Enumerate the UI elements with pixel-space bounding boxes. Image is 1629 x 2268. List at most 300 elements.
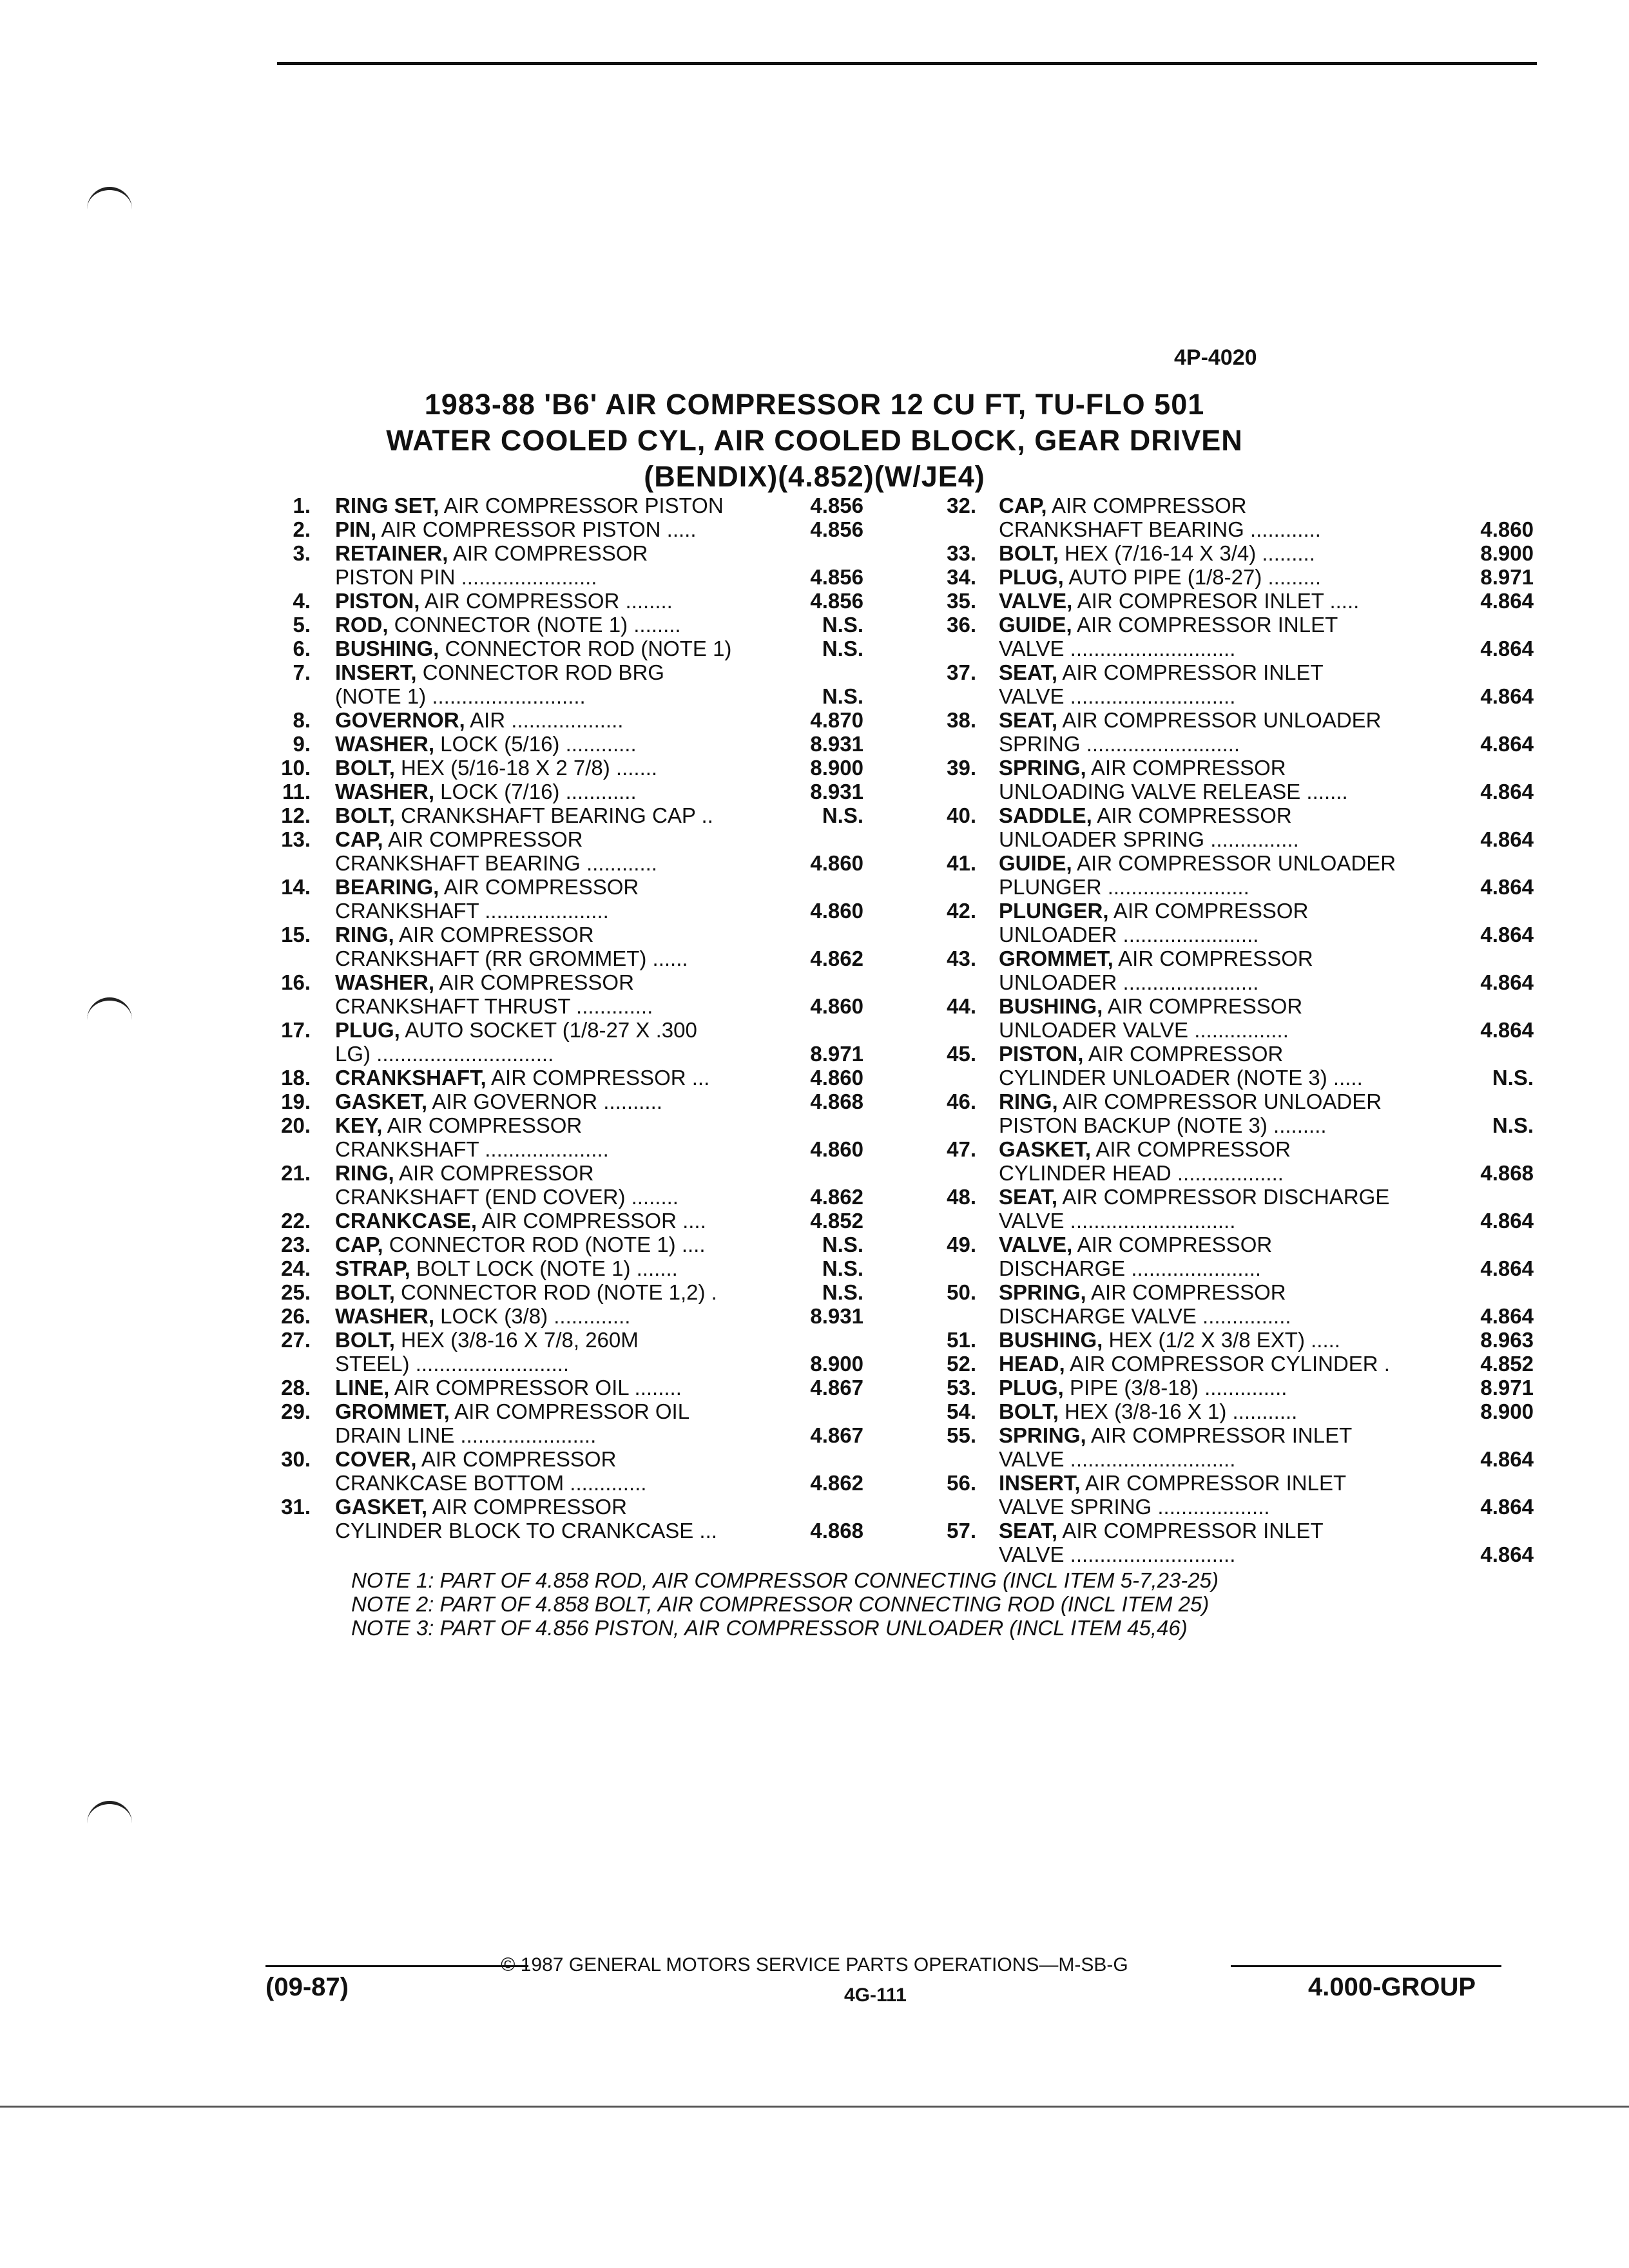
item-number: 51. — [947, 1328, 976, 1352]
item-group-code: 4.860 — [810, 1137, 863, 1161]
item-part-name: PISTON, — [999, 1042, 1084, 1066]
parts-list-row — [258, 1519, 876, 1542]
parts-list-left-column — [258, 494, 876, 1542]
parts-list-row — [918, 970, 1534, 994]
item-description — [335, 1209, 831, 1233]
item-description — [335, 1352, 831, 1376]
item-number: 20. — [281, 1113, 311, 1137]
item-detail: VALVE SPRING ................... — [999, 1495, 1270, 1519]
item-number: 37. — [947, 660, 976, 684]
note-3: NOTE 3: PART OF 4.856 PISTON, AIR COMPRESSOR UNLOADER (INCL ITEM 45,46) — [351, 1616, 1188, 1640]
item-group-code: 4.862 — [810, 947, 863, 970]
parts-list-row — [258, 1090, 876, 1113]
item-description — [999, 1304, 1453, 1328]
item-description — [999, 923, 1453, 947]
item-group-code: 4.864 — [1480, 1447, 1534, 1471]
item-part-name: ROD, — [335, 613, 389, 637]
item-group-code: 4.852 — [1480, 1352, 1534, 1376]
item-group-code: 4.868 — [810, 1519, 863, 1542]
item-part-name: BOLT, — [335, 1328, 395, 1352]
item-number: 19. — [281, 1090, 311, 1113]
item-part-name: RETAINER, — [335, 541, 448, 565]
item-description — [999, 1090, 1453, 1113]
parts-list-row — [258, 1399, 876, 1423]
item-detail: CONNECTOR ROD (NOTE 1,2) . — [394, 1280, 717, 1304]
item-number: 18. — [281, 1066, 311, 1090]
item-description — [999, 1209, 1453, 1233]
parts-list-right-column — [918, 494, 1534, 1566]
item-number: 9. — [293, 732, 311, 756]
item-group-code: 8.900 — [1480, 541, 1534, 565]
item-number: 46. — [947, 1090, 976, 1113]
parts-list-row — [918, 1018, 1534, 1042]
parts-list-row — [918, 1042, 1534, 1066]
top-rule — [277, 62, 1537, 65]
item-description — [335, 947, 831, 970]
item-description — [335, 851, 831, 875]
item-group-code: 4.864 — [1480, 1495, 1534, 1519]
parts-list-row — [258, 1042, 876, 1066]
parts-list-row — [918, 1233, 1534, 1256]
item-description — [335, 1161, 831, 1185]
parts-list-row — [258, 732, 876, 756]
item-part-name: GASKET, — [335, 1495, 428, 1519]
item-part-name: PIN, — [335, 517, 377, 541]
item-description — [335, 1447, 831, 1471]
item-number: 16. — [281, 970, 311, 994]
item-group-code: N.S. — [822, 684, 863, 708]
item-description — [335, 1066, 831, 1090]
item-group-code: 4.864 — [1480, 1209, 1534, 1233]
item-number: 8. — [293, 708, 311, 732]
item-part-name: CAP, — [335, 827, 383, 851]
item-description — [999, 732, 1453, 756]
item-description — [999, 970, 1453, 994]
item-description — [335, 1399, 831, 1423]
item-detail: DISCHARGE ...................... — [999, 1256, 1262, 1280]
item-number: 41. — [947, 851, 976, 875]
item-description — [335, 1018, 831, 1042]
item-part-name: PLUG, — [999, 565, 1064, 589]
parts-list-row — [258, 494, 876, 517]
parts-list-row — [258, 1185, 876, 1209]
item-part-name: RING SET, — [335, 494, 439, 517]
item-detail: AIR COMPRESSOR INLET — [1057, 660, 1324, 684]
item-detail: AIR COMPRESSOR .... — [477, 1209, 706, 1233]
item-detail: AIR COMPRESSOR ........ — [419, 589, 673, 613]
item-detail: DISCHARGE VALVE ............... — [999, 1304, 1291, 1328]
parts-list-row — [258, 708, 876, 732]
item-group-code: N.S. — [822, 1233, 863, 1256]
parts-list-row — [258, 1471, 876, 1495]
item-description — [999, 1161, 1453, 1185]
item-group-code: 8.931 — [810, 1304, 863, 1328]
footer-date: (09-87) — [265, 1973, 349, 2001]
item-number: 56. — [947, 1471, 976, 1495]
item-detail: AIR COMPRESSOR — [416, 1447, 617, 1471]
parts-list-row — [258, 684, 876, 708]
item-part-name: GROMMET, — [999, 947, 1113, 970]
item-group-code: 4.870 — [810, 708, 863, 732]
item-number: 48. — [947, 1185, 976, 1209]
title-line-3: (BENDIX)(4.852)(W/JE4) — [644, 460, 985, 493]
parts-list-row — [258, 1161, 876, 1185]
item-number: 6. — [293, 637, 311, 660]
item-part-name: SEAT, — [999, 660, 1058, 684]
item-group-code: 4.864 — [1480, 1542, 1534, 1566]
item-detail: AIR COMPRESSOR UNLOADER — [1072, 851, 1396, 875]
parts-list-row — [918, 1471, 1534, 1495]
item-detail: AIR COMPRESSOR — [1086, 756, 1286, 780]
item-group-code: 4.860 — [810, 994, 863, 1018]
parts-list-row — [918, 637, 1534, 660]
item-group-code: 4.864 — [1480, 589, 1534, 613]
item-part-name: BUSHING, — [999, 994, 1103, 1018]
item-group-code: 4.860 — [1480, 517, 1534, 541]
parts-list-row — [258, 1137, 876, 1161]
bottom-rule — [0, 2106, 1629, 2108]
item-number: 50. — [947, 1280, 976, 1304]
item-number: 43. — [947, 947, 976, 970]
item-part-name: CAP, — [999, 494, 1047, 517]
item-detail: AIR COMPRESOR INLET ..... — [1072, 589, 1360, 613]
item-number: 34. — [947, 565, 976, 589]
item-group-code: 4.864 — [1480, 1256, 1534, 1280]
item-detail: AIR COMPRESSOR CYLINDER . — [1065, 1352, 1390, 1376]
item-part-name: LINE, — [335, 1376, 390, 1399]
item-description — [999, 708, 1453, 732]
item-group-code: 4.856 — [810, 565, 863, 589]
item-number: 25. — [281, 1280, 311, 1304]
item-description — [335, 1304, 831, 1328]
item-number: 36. — [947, 613, 976, 637]
item-number: 40. — [947, 803, 976, 827]
item-detail: VALVE ............................ — [999, 1447, 1236, 1471]
item-group-code: 8.971 — [810, 1042, 863, 1066]
item-group-code: 8.900 — [810, 1352, 863, 1376]
item-part-name: GUIDE, — [999, 851, 1072, 875]
item-part-name: GOVERNOR, — [335, 708, 465, 732]
footer-group: 4.000-GROUP — [1308, 1973, 1476, 2001]
parts-list-row — [918, 1376, 1534, 1399]
note-2: NOTE 2: PART OF 4.858 BOLT, AIR COMPRESSOR CONNECTING ROD (INCL ITEM 25) — [351, 1592, 1210, 1616]
item-group-code: N.S. — [822, 803, 863, 827]
item-group-code: N.S. — [822, 637, 863, 660]
item-description — [999, 1542, 1453, 1566]
item-part-name: SPRING, — [999, 756, 1086, 780]
item-description — [335, 1042, 831, 1066]
item-detail: AIR COMPRESSOR — [394, 923, 594, 947]
item-description — [335, 1376, 831, 1399]
item-description — [999, 1495, 1453, 1519]
item-description — [335, 637, 831, 660]
item-description — [335, 1256, 831, 1280]
item-part-name: WASHER, — [335, 970, 435, 994]
parts-list-row — [918, 1137, 1534, 1161]
parts-list-row — [918, 589, 1534, 613]
item-group-code: N.S. — [822, 613, 863, 637]
item-description — [999, 637, 1453, 660]
item-number: 7. — [293, 660, 311, 684]
parts-list-row — [918, 803, 1534, 827]
item-part-name: INSERT, — [335, 660, 417, 684]
parts-list-row — [918, 1495, 1534, 1519]
item-part-name: VALVE, — [999, 1233, 1073, 1256]
parts-list-row — [258, 970, 876, 994]
item-detail: CYLINDER HEAD .................. — [999, 1161, 1284, 1185]
footer-page-number: 4G-111 — [844, 1984, 907, 2006]
item-description — [335, 970, 831, 994]
item-group-code: 4.860 — [810, 1066, 863, 1090]
item-description — [999, 565, 1453, 589]
item-description — [335, 899, 831, 923]
parts-list-row — [258, 1256, 876, 1280]
parts-list-row — [918, 660, 1534, 684]
item-description — [335, 1090, 831, 1113]
item-number: 31. — [281, 1495, 311, 1519]
item-part-name: SPRING, — [999, 1280, 1086, 1304]
parts-list-row — [918, 851, 1534, 875]
item-part-name: SEAT, — [999, 708, 1058, 732]
item-description — [335, 803, 831, 827]
item-description — [335, 923, 831, 947]
item-description — [335, 732, 831, 756]
item-detail: UNLOADER SPRING ............... — [999, 827, 1299, 851]
item-number: 57. — [947, 1519, 976, 1542]
item-description — [999, 541, 1453, 565]
item-description — [335, 1280, 831, 1304]
item-part-name: BUSHING, — [999, 1328, 1103, 1352]
footer-copyright: © 1987 GENERAL MOTORS SERVICE PARTS OPERATIONS—M-SB-G — [501, 1954, 1128, 1975]
parts-list-row — [918, 947, 1534, 970]
item-detail: AIR COMPRESSOR INLET — [1080, 1471, 1347, 1495]
item-detail: CRANKSHAFT BEARING CAP .. — [394, 803, 713, 827]
item-detail: AUTO PIPE (1/8-27) ......... — [1063, 565, 1322, 589]
item-detail: AIR COMPRESSOR PISTON ..... — [376, 517, 697, 541]
item-number: 5. — [293, 613, 311, 637]
item-part-name: SPRING, — [999, 1423, 1086, 1447]
item-description — [335, 1137, 831, 1161]
item-detail: CRANKSHAFT THRUST ............. — [335, 994, 653, 1018]
parts-list-row — [258, 613, 876, 637]
title-line-2: WATER COOLED CYL, AIR COOLED BLOCK, GEAR DRIVEN — [386, 424, 1243, 457]
parts-list-row — [258, 1447, 876, 1471]
item-detail: AIR COMPRESSOR — [1072, 1233, 1273, 1256]
item-part-name: BOLT, — [335, 1280, 395, 1304]
parts-list-row — [258, 1209, 876, 1233]
binder-hole-mark-middle — [87, 997, 132, 1026]
item-description — [999, 1018, 1453, 1042]
item-description — [999, 1113, 1453, 1137]
parts-list-row — [918, 994, 1534, 1018]
item-detail: UNLOADER ....................... — [999, 923, 1259, 947]
parts-list-row — [258, 827, 876, 851]
item-number: 10. — [281, 756, 311, 780]
item-number: 3. — [293, 541, 311, 565]
item-description — [335, 517, 831, 541]
item-detail: CONNECTOR (NOTE 1) ........ — [388, 613, 681, 637]
item-group-code: 4.864 — [1480, 732, 1534, 756]
item-detail: AIR COMPRESSOR OIL ........ — [389, 1376, 682, 1399]
parts-list-row — [918, 899, 1534, 923]
item-group-code: 4.860 — [810, 851, 863, 875]
parts-list-row — [258, 1304, 876, 1328]
item-description — [999, 1185, 1453, 1209]
item-description — [999, 1399, 1453, 1423]
item-part-name: PLUG, — [999, 1376, 1064, 1399]
item-part-name: GASKET, — [999, 1137, 1092, 1161]
item-group-code: 8.971 — [1480, 565, 1534, 589]
parts-list-row — [918, 1328, 1534, 1352]
item-detail: LG) .............................. — [335, 1042, 554, 1066]
item-description — [335, 994, 831, 1018]
item-description — [335, 541, 831, 565]
item-description — [999, 1352, 1453, 1376]
parts-list-row — [258, 923, 876, 947]
parts-list-row — [918, 541, 1534, 565]
item-detail: CRANKSHAFT (END COVER) ........ — [335, 1185, 679, 1209]
item-number: 11. — [282, 780, 311, 803]
item-description — [999, 589, 1453, 613]
item-detail: CYLINDER BLOCK TO CRANKCASE ... — [335, 1519, 717, 1542]
parts-list-row — [258, 1280, 876, 1304]
item-detail: AIR COMPRESSOR OIL — [449, 1399, 690, 1423]
parts-list-row — [918, 1256, 1534, 1280]
item-detail: HEX (1/2 X 3/8 EXT) ..... — [1103, 1328, 1340, 1352]
parts-list-row — [918, 1399, 1534, 1423]
item-description — [999, 756, 1453, 780]
item-group-code: 8.900 — [810, 756, 863, 780]
item-detail: CYLINDER UNLOADER (NOTE 3) ..... — [999, 1066, 1363, 1090]
item-number: 1. — [293, 494, 311, 517]
item-part-name: GROMMET, — [335, 1399, 450, 1423]
item-group-code: 4.864 — [1480, 875, 1534, 899]
item-detail: AIR COMPRESSOR INLET — [1057, 1519, 1324, 1542]
item-description — [335, 1328, 831, 1352]
item-detail: HEX (7/16-14 X 3/4) ......... — [1058, 541, 1315, 565]
item-group-code: 4.864 — [1480, 780, 1534, 803]
item-detail: PLUNGER ........................ — [999, 875, 1249, 899]
parts-list-row — [918, 756, 1534, 780]
item-group-code: N.S. — [1492, 1066, 1534, 1090]
item-description — [999, 1066, 1453, 1090]
item-group-code: 4.868 — [1480, 1161, 1534, 1185]
item-description — [999, 1042, 1453, 1066]
item-number: 39. — [947, 756, 976, 780]
item-group-code: 4.860 — [810, 899, 863, 923]
item-part-name: KEY, — [335, 1113, 383, 1137]
item-number: 45. — [947, 1042, 976, 1066]
item-description — [999, 517, 1453, 541]
parts-list-row — [258, 756, 876, 780]
parts-list-row — [258, 803, 876, 827]
item-group-code: 4.852 — [810, 1209, 863, 1233]
item-detail: AIR ................... — [465, 708, 624, 732]
binder-hole-mark-bottom — [87, 1801, 132, 1830]
item-detail: CRANKSHAFT BEARING ............ — [999, 517, 1321, 541]
item-description — [999, 803, 1453, 827]
item-part-name: BEARING, — [335, 875, 439, 899]
item-detail: AIR COMPRESSOR — [1091, 1137, 1291, 1161]
parts-list-row — [258, 1495, 876, 1519]
item-group-code: 4.864 — [1480, 684, 1534, 708]
parts-list-row — [918, 613, 1534, 637]
parts-list-row — [918, 780, 1534, 803]
item-detail: UNLOADING VALVE RELEASE ....... — [999, 780, 1348, 803]
item-group-code: N.S. — [822, 1256, 863, 1280]
item-part-name: RING, — [999, 1090, 1058, 1113]
item-part-name: SEAT, — [999, 1185, 1058, 1209]
item-number: 17. — [281, 1018, 311, 1042]
item-description — [335, 1233, 831, 1256]
item-detail: PISTON PIN ....................... — [335, 565, 597, 589]
item-description — [999, 994, 1453, 1018]
item-number: 14. — [281, 875, 311, 899]
item-description — [999, 947, 1453, 970]
item-detail: HEX (3/8-16 X 1) ........... — [1058, 1399, 1298, 1423]
parts-list-row — [258, 565, 876, 589]
parts-list-row — [918, 1519, 1534, 1542]
item-description — [335, 1471, 831, 1495]
parts-list-row — [918, 827, 1534, 851]
item-detail: UNLOADER ....................... — [999, 970, 1259, 994]
item-description — [335, 1495, 831, 1519]
item-detail: BOLT LOCK (NOTE 1) ....... — [410, 1256, 678, 1280]
item-detail: STEEL) .......................... — [335, 1352, 570, 1376]
item-description — [999, 1137, 1453, 1161]
item-description — [335, 875, 831, 899]
item-group-code: 4.864 — [1480, 637, 1534, 660]
item-detail: (NOTE 1) .......................... — [335, 684, 586, 708]
item-number: 49. — [947, 1233, 976, 1256]
item-detail: SPRING .......................... — [999, 732, 1240, 756]
item-detail: AIR COMPRESSOR — [1108, 899, 1309, 923]
item-group-code: 8.931 — [810, 780, 863, 803]
item-group-code: 4.856 — [810, 517, 863, 541]
item-description — [999, 1280, 1453, 1304]
item-description — [999, 851, 1453, 875]
parts-list-row — [918, 1185, 1534, 1209]
item-description — [335, 1423, 831, 1447]
item-number: 26. — [281, 1304, 311, 1328]
item-group-code: 4.864 — [1480, 970, 1534, 994]
parts-list-row — [258, 1066, 876, 1090]
item-detail: VALVE ............................ — [999, 684, 1236, 708]
item-detail: PISTON BACKUP (NOTE 3) ......... — [999, 1113, 1327, 1137]
item-number: 2. — [293, 517, 311, 541]
item-detail: AIR GOVERNOR .......... — [427, 1090, 662, 1113]
parts-list-row — [258, 1352, 876, 1376]
parts-list-row — [918, 732, 1534, 756]
item-part-name: CRANKSHAFT, — [335, 1066, 487, 1090]
item-number: 4. — [293, 589, 311, 613]
item-description — [999, 1447, 1453, 1471]
item-description — [999, 660, 1453, 684]
item-number: 52. — [947, 1352, 976, 1376]
item-detail: DRAIN LINE ....................... — [335, 1423, 597, 1447]
item-detail: AIR COMPRESSOR DISCHARGE — [1057, 1185, 1390, 1209]
item-detail: AIR COMPRESSOR ... — [486, 1066, 710, 1090]
item-group-code: 8.963 — [1480, 1328, 1534, 1352]
item-number: 27. — [281, 1328, 311, 1352]
item-description — [335, 780, 831, 803]
item-number: 13. — [281, 827, 311, 851]
item-description — [999, 1519, 1453, 1542]
item-part-name: RING, — [335, 1161, 394, 1185]
item-number: 29. — [281, 1399, 311, 1423]
item-group-code: 8.971 — [1480, 1376, 1534, 1399]
parts-list-row — [918, 684, 1534, 708]
